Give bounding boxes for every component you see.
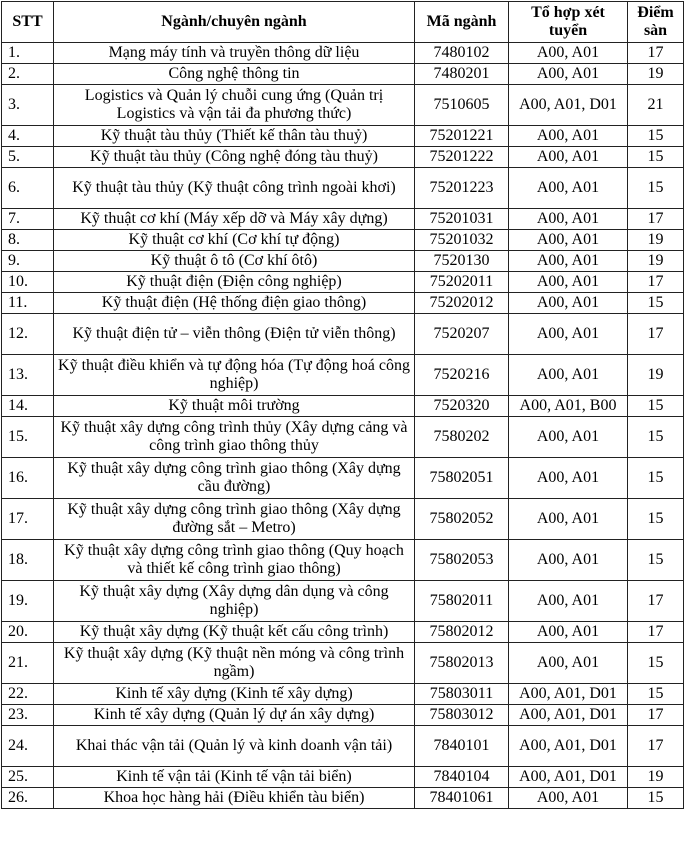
cell-combo: A00, A01 <box>509 64 628 85</box>
cell-stt: 13. <box>2 355 54 396</box>
cell-score: 21 <box>628 85 684 126</box>
cell-score: 17 <box>628 581 684 622</box>
cell-name: Kỹ thuật môi trường <box>54 396 415 417</box>
cell-combo: A00, A01 <box>509 272 628 293</box>
table-row <box>2 230 684 251</box>
cell-score: 15 <box>628 458 684 499</box>
cell-name: Kinh tế vận tải (Kinh tế vận tải biển) <box>54 767 415 788</box>
cell-score: 17 <box>628 622 684 643</box>
table-row <box>2 622 684 643</box>
header-name: Ngành/chuyên ngành <box>54 2 415 43</box>
cell-name: Kỹ thuật tàu thủy (Công nghệ đóng tàu thuỷ) <box>54 147 415 168</box>
cell-stt: 10. <box>2 272 54 293</box>
cell-combo: A00, A01 <box>509 417 628 458</box>
cell-stt: 18. <box>2 540 54 581</box>
cell-code: 7510605 <box>415 85 509 126</box>
table-row <box>2 643 684 684</box>
header-code: Mã ngành <box>415 2 509 43</box>
cell-stt: 16. <box>2 458 54 499</box>
cell-combo: A00, A01 <box>509 293 628 314</box>
cell-name: Kỹ thuật xây dựng (Kỹ thuật kết cấu công trình) <box>54 622 415 643</box>
cell-code: 75802052 <box>415 499 509 540</box>
cell-combo: A00, A01, B00 <box>509 396 628 417</box>
cell-combo: A00, A01 <box>509 355 628 396</box>
table-row <box>2 272 684 293</box>
cell-name: Kỹ thuật điện (Điện công nghiệp) <box>54 272 415 293</box>
cell-score: 19 <box>628 767 684 788</box>
table-row <box>2 355 684 396</box>
cell-combo: A00, A01, D01 <box>509 85 628 126</box>
cell-name: Kinh tế xây dựng (Kinh tế xây dựng) <box>54 684 415 705</box>
cell-score: 15 <box>628 499 684 540</box>
cell-stt: 6. <box>2 168 54 209</box>
cell-combo: A00, A01 <box>509 251 628 272</box>
cell-score: 15 <box>628 788 684 809</box>
cell-code: 75201222 <box>415 147 509 168</box>
cell-name: Kỹ thuật điện tử – viễn thông (Điện tử viễn thông) <box>54 314 415 355</box>
cell-code: 75802011 <box>415 581 509 622</box>
cell-stt: 2. <box>2 64 54 85</box>
header-combo: Tổ hợp xét tuyển <box>509 2 628 43</box>
cell-name: Kỹ thuật ô tô (Cơ khí ôtô) <box>54 251 415 272</box>
cell-code: 7480102 <box>415 43 509 64</box>
cell-score: 15 <box>628 643 684 684</box>
cell-name: Mạng máy tính và truyền thông dữ liệu <box>54 43 415 64</box>
cell-code: 75803011 <box>415 684 509 705</box>
cell-score: 19 <box>628 355 684 396</box>
table-row <box>2 540 684 581</box>
table-row <box>2 499 684 540</box>
cell-combo: A00, A01 <box>509 314 628 355</box>
cell-name: Kỹ thuật xây dựng công trình giao thông (Xây dựng cầu đường) <box>54 458 415 499</box>
cell-code: 75802053 <box>415 540 509 581</box>
table-row <box>2 684 684 705</box>
cell-combo: A00, A01 <box>509 230 628 251</box>
cell-stt: 3. <box>2 85 54 126</box>
cell-score: 15 <box>628 147 684 168</box>
table-row <box>2 458 684 499</box>
table-row <box>2 314 684 355</box>
header-score: Điểm sàn <box>628 2 684 43</box>
cell-combo: A00, A01 <box>509 622 628 643</box>
cell-score: 15 <box>628 540 684 581</box>
cell-stt: 1. <box>2 43 54 64</box>
cell-stt: 24. <box>2 726 54 767</box>
cell-score: 17 <box>628 726 684 767</box>
table-row <box>2 209 684 230</box>
cell-name: Kỹ thuật xây dựng (Xây dựng dân dụng và công nghiệp) <box>54 581 415 622</box>
cell-code: 75201031 <box>415 209 509 230</box>
cell-combo: A00, A01 <box>509 458 628 499</box>
cell-combo: A00, A01 <box>509 540 628 581</box>
cell-score: 15 <box>628 684 684 705</box>
cell-code: 7480201 <box>415 64 509 85</box>
table-row <box>2 581 684 622</box>
cell-name: Khai thác vận tải (Quản lý và kinh doanh vận tải) <box>54 726 415 767</box>
cell-combo: A00, A01, D01 <box>509 767 628 788</box>
cell-code: 75201223 <box>415 168 509 209</box>
cell-code: 7580202 <box>415 417 509 458</box>
table-row <box>2 396 684 417</box>
cell-combo: A00, A01, D01 <box>509 684 628 705</box>
cell-stt: 19. <box>2 581 54 622</box>
table-row <box>2 43 684 64</box>
cell-score: 15 <box>628 396 684 417</box>
cell-combo: A00, A01 <box>509 643 628 684</box>
table-row <box>2 705 684 726</box>
cell-code: 75802051 <box>415 458 509 499</box>
cell-combo: A00, A01 <box>509 209 628 230</box>
table-row <box>2 788 684 809</box>
cell-code: 75201032 <box>415 230 509 251</box>
cell-stt: 20. <box>2 622 54 643</box>
cell-stt: 15. <box>2 417 54 458</box>
cell-name: Kỹ thuật điều khiển và tự động hóa (Tự động hoá công nghiệp) <box>54 355 415 396</box>
cell-code: 75803012 <box>415 705 509 726</box>
cell-score: 19 <box>628 251 684 272</box>
table-row <box>2 64 684 85</box>
table-row <box>2 726 684 767</box>
cell-code: 75802012 <box>415 622 509 643</box>
cell-code: 7520320 <box>415 396 509 417</box>
table-row <box>2 293 684 314</box>
cell-stt: 25. <box>2 767 54 788</box>
header-stt: STT <box>2 2 54 43</box>
cell-score: 19 <box>628 64 684 85</box>
cell-score: 19 <box>628 230 684 251</box>
cell-stt: 23. <box>2 705 54 726</box>
cell-stt: 7. <box>2 209 54 230</box>
cell-stt: 26. <box>2 788 54 809</box>
cell-code: 75802013 <box>415 643 509 684</box>
cell-score: 15 <box>628 126 684 147</box>
cell-combo: A00, A01 <box>509 147 628 168</box>
cell-name: Kỹ thuật xây dựng (Kỹ thuật nền móng và công trình ngầm) <box>54 643 415 684</box>
cell-code: 75202012 <box>415 293 509 314</box>
cell-score: 15 <box>628 168 684 209</box>
table-row <box>2 168 684 209</box>
cell-stt: 11. <box>2 293 54 314</box>
cell-code: 75202011 <box>415 272 509 293</box>
cell-name: Kỹ thuật cơ khí (Cơ khí tự động) <box>54 230 415 251</box>
cell-combo: A00, A01 <box>509 168 628 209</box>
cell-stt: 5. <box>2 147 54 168</box>
table-row <box>2 85 684 126</box>
cell-name: Khoa học hàng hải (Điều khiển tàu biển) <box>54 788 415 809</box>
cell-score: 17 <box>628 705 684 726</box>
table-row <box>2 767 684 788</box>
cell-name: Kỹ thuật xây dựng công trình giao thông (Xây dựng đường sắt – Metro) <box>54 499 415 540</box>
cell-name: Kinh tế xây dựng (Quản lý dự án xây dựng) <box>54 705 415 726</box>
cell-name: Logistics và Quản lý chuỗi cung ứng (Quản trị Logistics và vận tải đa phương thức) <box>54 85 415 126</box>
cell-combo: A00, A01 <box>509 581 628 622</box>
cell-stt: 8. <box>2 230 54 251</box>
cell-stt: 22. <box>2 684 54 705</box>
cell-stt: 14. <box>2 396 54 417</box>
cell-code: 7840104 <box>415 767 509 788</box>
cell-score: 17 <box>628 272 684 293</box>
cell-name: Kỹ thuật cơ khí (Máy xếp dỡ và Máy xây dựng) <box>54 209 415 230</box>
cell-score: 17 <box>628 43 684 64</box>
cell-code: 7840101 <box>415 726 509 767</box>
table-row <box>2 417 684 458</box>
cell-name: Kỹ thuật xây dựng công trình thủy (Xây dựng cảng và công trình giao thông thủy <box>54 417 415 458</box>
cell-combo: A00, A01, D01 <box>509 726 628 767</box>
cell-stt: 4. <box>2 126 54 147</box>
cell-score: 15 <box>628 293 684 314</box>
header-row <box>2 2 684 43</box>
cell-name: Kỹ thuật điện (Hệ thống điện giao thông) <box>54 293 415 314</box>
cell-code: 78401061 <box>415 788 509 809</box>
cell-stt: 21. <box>2 643 54 684</box>
cell-code: 7520207 <box>415 314 509 355</box>
cell-score: 17 <box>628 209 684 230</box>
table-row <box>2 147 684 168</box>
cell-name: Công nghệ thông tin <box>54 64 415 85</box>
cell-combo: A00, A01 <box>509 43 628 64</box>
cell-stt: 12. <box>2 314 54 355</box>
cell-stt: 17. <box>2 499 54 540</box>
cell-code: 7520130 <box>415 251 509 272</box>
cell-name: Kỹ thuật tàu thủy (Kỹ thuật công trình ngoài khơi) <box>54 168 415 209</box>
cell-combo: A00, A01 <box>509 499 628 540</box>
cell-combo: A00, A01, D01 <box>509 705 628 726</box>
cell-name: Kỹ thuật tàu thủy (Thiết kế thân tàu thuỷ) <box>54 126 415 147</box>
cell-score: 15 <box>628 417 684 458</box>
admission-table <box>1 1 684 809</box>
cell-combo: A00, A01 <box>509 126 628 147</box>
cell-code: 7520216 <box>415 355 509 396</box>
cell-code: 75201221 <box>415 126 509 147</box>
cell-score: 17 <box>628 314 684 355</box>
cell-name: Kỹ thuật xây dựng công trình giao thông (Quy hoạch và thiết kế công trình giao thông) <box>54 540 415 581</box>
cell-stt: 9. <box>2 251 54 272</box>
table-row <box>2 251 684 272</box>
table-row <box>2 126 684 147</box>
cell-combo: A00, A01 <box>509 788 628 809</box>
